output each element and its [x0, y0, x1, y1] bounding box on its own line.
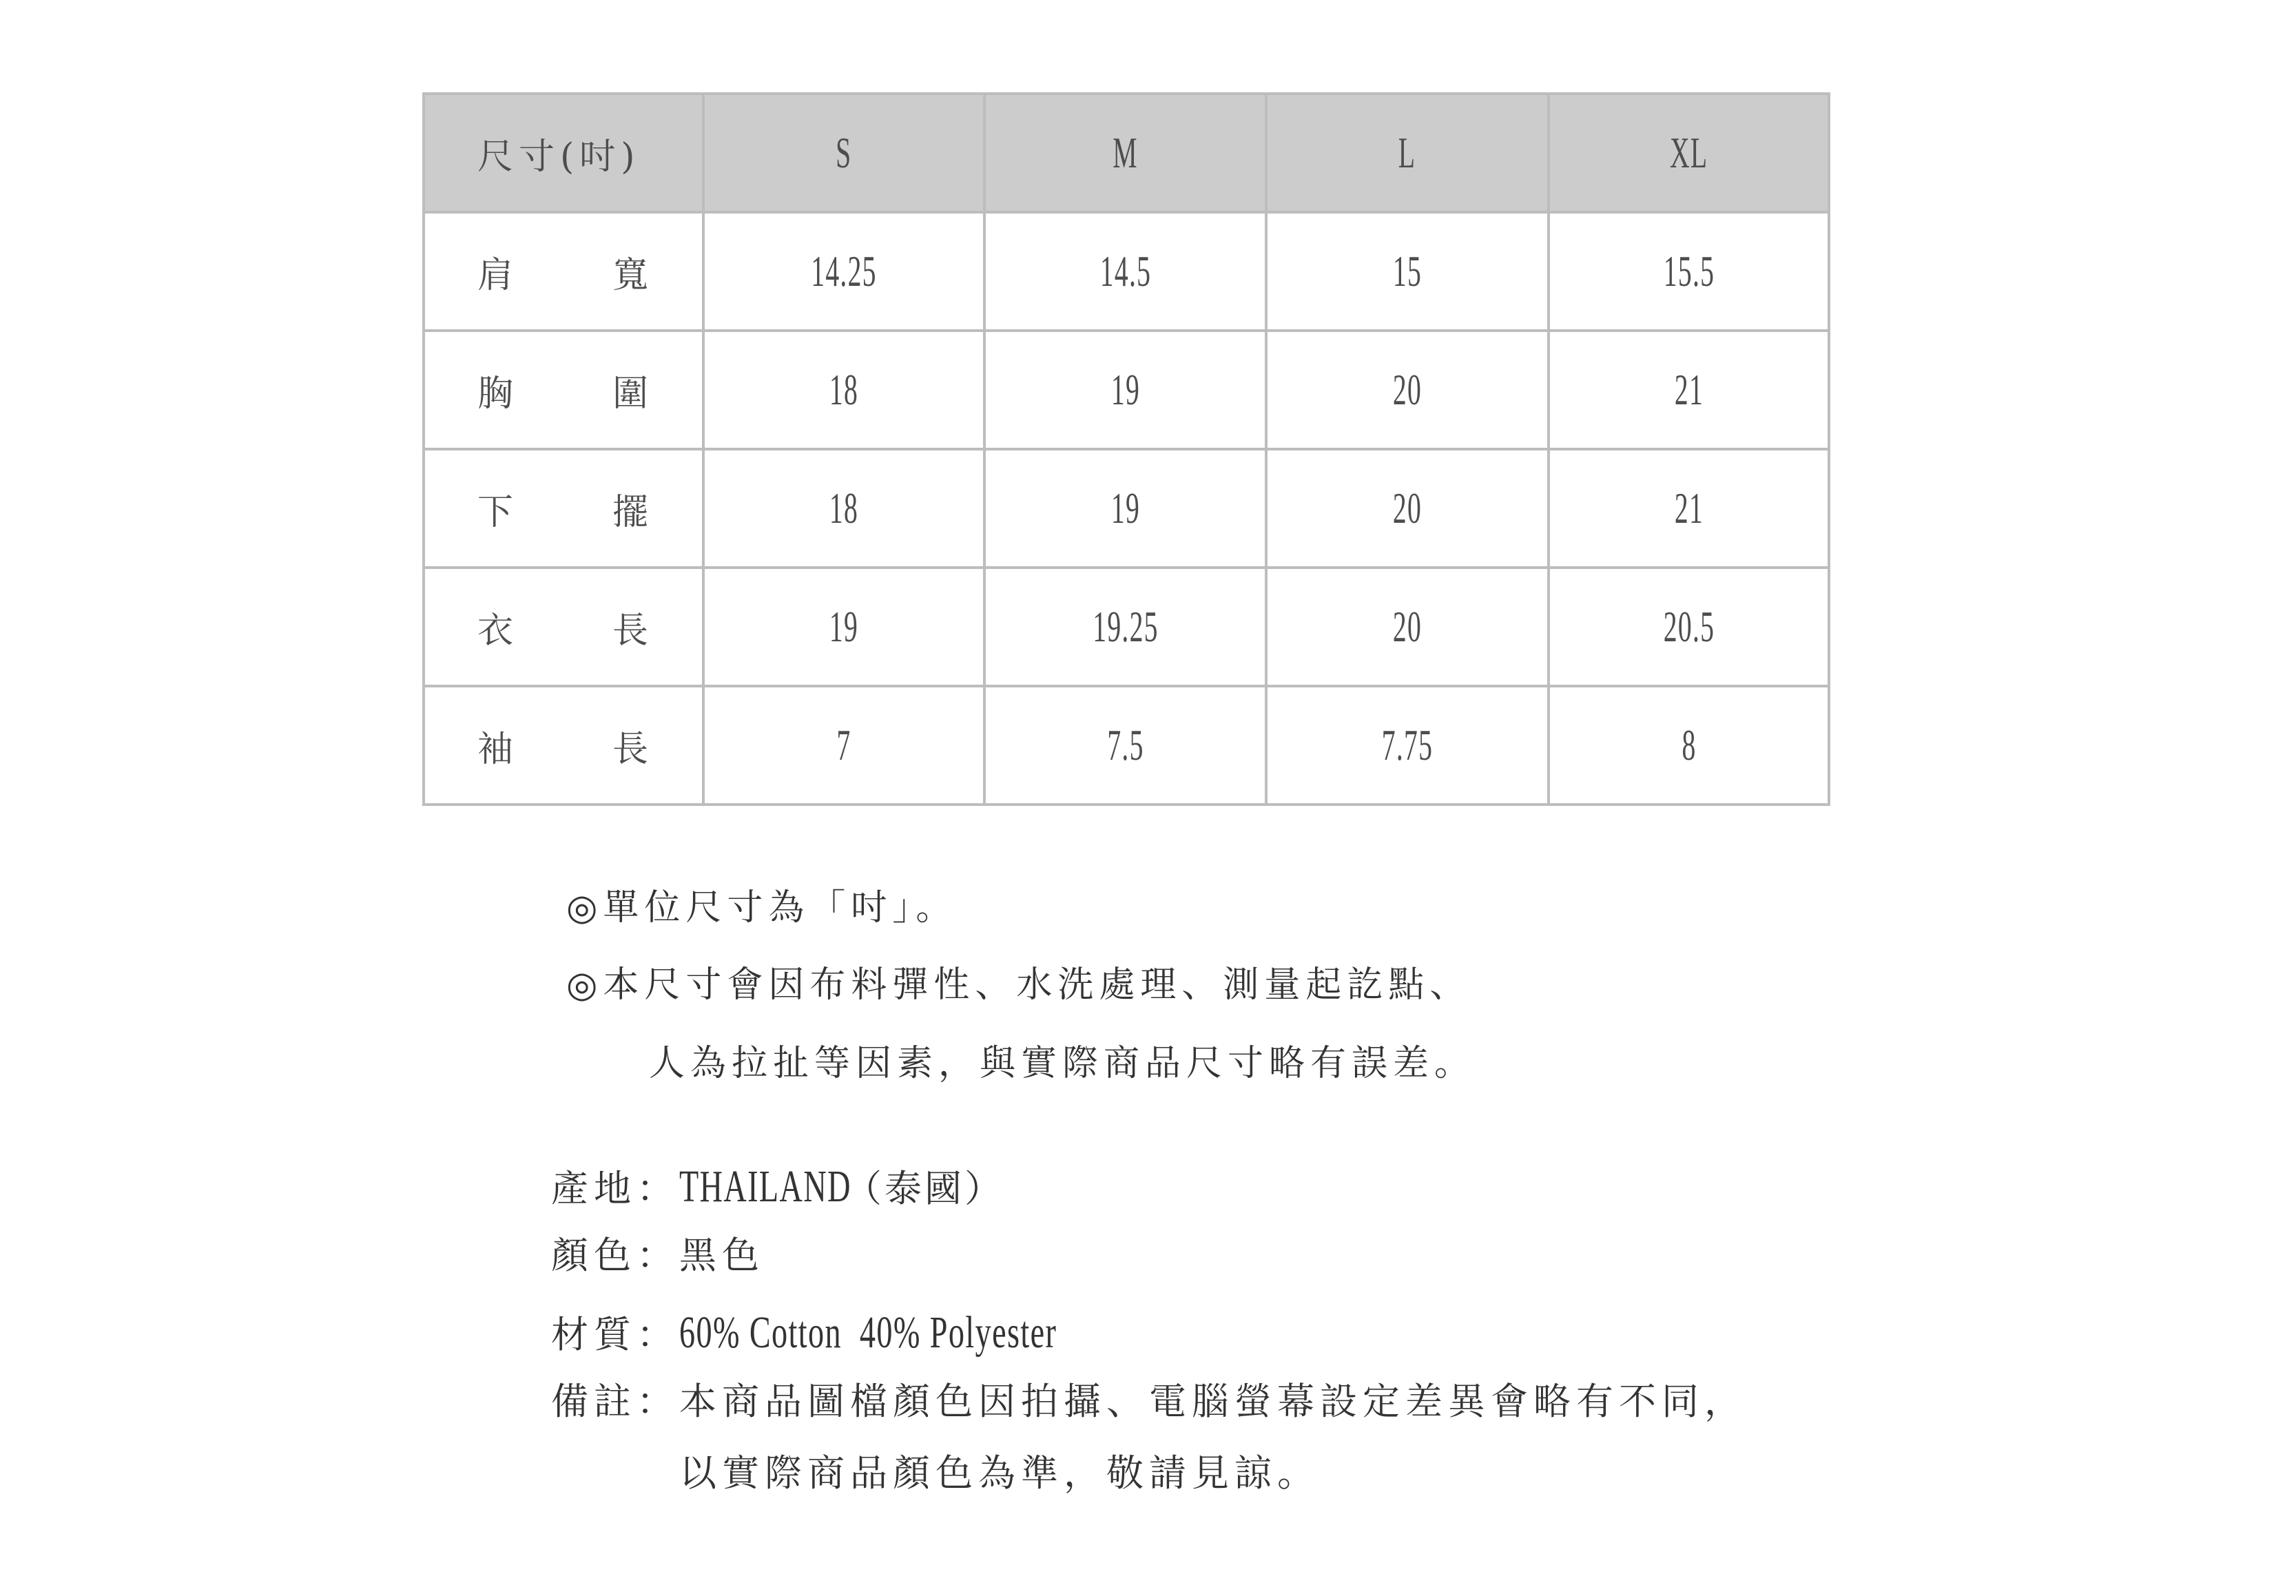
size-header-xl: XL — [1549, 94, 1829, 212]
cell-value: 8 — [1549, 686, 1829, 805]
cell-value: 7.75 — [1266, 686, 1549, 805]
cell-value: 21 — [1549, 331, 1829, 449]
note-variance: ◎本尺寸會因布料彈性、水洗處理、測量起訖點、 — [566, 964, 1471, 1006]
cell-value: 15 — [1266, 212, 1549, 331]
cell-value: 7.5 — [984, 686, 1266, 805]
table-row-hem — [424, 449, 1829, 568]
size-header-l: L — [1266, 94, 1549, 212]
size-chart-table — [422, 92, 1830, 806]
row-label-right: 長 — [612, 610, 648, 652]
spec-remark-label: 備註： — [551, 1380, 679, 1423]
cell-value: 19 — [984, 449, 1266, 568]
note-variance-continued: 人為拉扯等因素，與實際商品尺寸略有誤差。 — [649, 1043, 1476, 1084]
cell-value: 15.5 — [1549, 212, 1829, 331]
row-label-left: 胸 — [477, 373, 514, 415]
spec-remark-continued — [679, 1451, 1320, 1495]
spec-origin-value-cjk: （泰國） — [845, 1167, 1004, 1210]
spec-origin-label: 產地： — [551, 1167, 679, 1210]
cell-value: 14.5 — [984, 212, 1266, 331]
row-label — [424, 686, 703, 805]
row-label-left: 袖 — [477, 728, 514, 770]
cell-value: 21 — [1549, 449, 1829, 568]
row-label-right: 圍 — [612, 373, 648, 415]
table-row-body-length — [424, 568, 1829, 686]
spec-material-label: 材質： — [551, 1313, 679, 1356]
row-label — [424, 212, 703, 331]
cell-value: 19 — [703, 568, 984, 686]
row-label-left: 衣 — [477, 610, 514, 652]
row-label-left: 肩 — [477, 254, 514, 296]
spec-remark-line1: 本商品圖檔顏色因拍攝、電腦螢幕設定差異會略有不同， — [679, 1380, 1747, 1423]
cell-value: 14.25 — [703, 212, 984, 331]
spec-material — [551, 1307, 1219, 1358]
size-header-row — [424, 94, 1829, 212]
row-label-right: 寬 — [612, 254, 648, 296]
cell-value: 19.25 — [984, 568, 1266, 686]
table-row-shoulder-width — [424, 212, 1829, 331]
size-header-label: 尺寸(吋) — [477, 136, 641, 178]
note-unit: ◎單位尺寸為「吋」。 — [566, 887, 958, 929]
row-label-right: 擺 — [612, 491, 648, 533]
size-header-label-cell — [424, 94, 703, 212]
spec-material-value: 60% Cotton 40% Polyester — [679, 1307, 1057, 1358]
spec-color-label: 顏色： — [551, 1234, 679, 1277]
spec-remark-line2: 以實際商品顏色為準，敬請見諒。 — [679, 1451, 1320, 1495]
size-header-m: M — [984, 94, 1266, 212]
spec-origin — [551, 1161, 1004, 1212]
cell-value: 20 — [1266, 331, 1549, 449]
row-label-left: 下 — [477, 491, 514, 533]
cell-value: 7 — [703, 686, 984, 805]
cell-value: 20 — [1266, 568, 1549, 686]
row-label-right: 長 — [612, 728, 648, 770]
row-label — [424, 331, 703, 449]
spec-origin-value: THAILAND — [679, 1161, 851, 1212]
cell-value: 20 — [1266, 449, 1549, 568]
cell-value: 18 — [703, 449, 984, 568]
cell-value: 19 — [984, 331, 1266, 449]
table-row-sleeve-length — [424, 686, 1829, 805]
table-row-chest — [424, 331, 1829, 449]
cell-value: 20.5 — [1549, 568, 1829, 686]
spec-color — [551, 1234, 765, 1277]
cell-value: 18 — [703, 331, 984, 449]
spec-remark — [551, 1380, 1747, 1423]
spec-color-value: 黑色 — [679, 1234, 765, 1277]
size-header-s: S — [703, 94, 984, 212]
row-label — [424, 449, 703, 568]
row-label — [424, 568, 703, 686]
